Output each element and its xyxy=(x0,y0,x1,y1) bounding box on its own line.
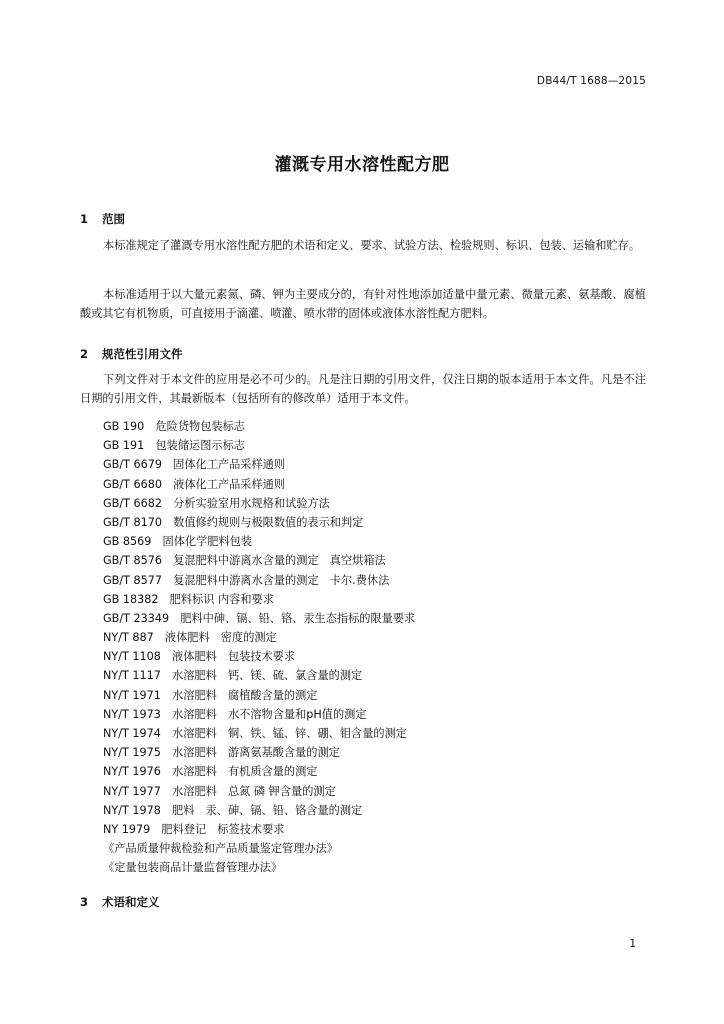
reference-item: NY/T 1117 水溶肥料 钙、镁、硫、氯含量的测定 xyxy=(103,669,363,683)
section-1-number: 1 xyxy=(80,212,89,226)
reference-item: 《产品质量仲裁检验和产品质量鉴定管理办法》 xyxy=(103,842,338,856)
reference-item: NY/T 887 液体肥料 密度的测定 xyxy=(103,631,277,645)
section-2-paragraph-1: 下列文件对于本文件的应用是必不可少的。凡是注日期的引用文件，仅注日期的版本适用于本文件。凡是不注日期的引用文件，其最新版本（包括所有的修改单）适用于本文件。 xyxy=(80,373,646,405)
reference-item: GB/T 6679 固体化工产品采样通则 xyxy=(103,458,286,472)
reference-item: NY/T 1974 水溶肥料 铜、铁、锰、锌、硼、钼含量的测定 xyxy=(103,727,407,740)
reference-item: GB/T 23349 肥料中砷、镉、铅、铬、汞生态指标的限量要求 xyxy=(103,611,416,625)
reference-item: NY 1979 肥料登记 标签技术要求 xyxy=(103,822,285,836)
reference-item: GB/T 6680 液体化工产品采样通则 xyxy=(103,477,286,491)
reference-item: NY/T 1975 水溶肥料 游离氨基酸含量的测定 xyxy=(103,746,340,760)
reference-item: NY/T 1971 水溶肥料 腐植酸含量的测定 xyxy=(103,688,318,702)
reference-item: GB/T 6682 分析实验室用水规格和试验方法 xyxy=(103,496,330,510)
reference-item: NY/T 1977 水溶肥料 总氮 磷 钾含量的测定 xyxy=(103,784,336,798)
normative-reference-list xyxy=(103,417,415,878)
standard-code: DB44/T 1688—2015 xyxy=(536,75,646,87)
reference-item: GB 191 包装储运图示标志 xyxy=(103,439,245,453)
reference-item: GB/T 8577 复混肥料中游离水含量的测定 卡尔.费休法 xyxy=(103,573,390,587)
reference-item: NY/T 1976 水溶肥料 有机质含量的测定 xyxy=(103,765,318,779)
section-2-title: 规范性引用文件 xyxy=(102,347,183,361)
reference-item: NY/T 1973 水溶肥料 水不溶物含量和pH值的测定 xyxy=(103,707,367,721)
reference-item: GB 18382 肥料标识 内容和要求 xyxy=(103,592,274,606)
section-3-heading xyxy=(80,894,160,910)
section-2-number: 2 xyxy=(80,347,89,361)
section-2-heading xyxy=(80,346,183,362)
document-title: 灌溉专用水溶性配方肥 xyxy=(274,155,450,175)
reference-item: GB 190 危险货物包装标志 xyxy=(103,420,245,433)
reference-item: GB 8569 固体化学肥料包装 xyxy=(103,535,253,549)
section-3-number: 3 xyxy=(80,895,89,909)
section-1-title: 范围 xyxy=(102,212,125,226)
reference-item: NY/T 1108 液体肥料 包装技术要求 xyxy=(103,650,296,664)
page-number: 1 xyxy=(629,938,636,950)
reference-item: NY/T 1978 肥料 汞、砷、镉、铅、铬含量的测定 xyxy=(103,803,363,817)
section-1-heading xyxy=(80,211,125,227)
reference-item: GB/T 8170 数值修约规则与极限数值的表示和判定 xyxy=(103,515,364,529)
reference-item: GB/T 8576 复混肥料中游离水含量的测定 真空烘箱法 xyxy=(103,554,386,568)
section-1-paragraph-1: 本标准规定了灌溉专用水溶性配方肥的术语和定义、要求、试验方法、检验规则、标识、包装、运输和贮存。 xyxy=(103,239,641,252)
reference-item: 《定量包装商品计量监督管理办法》 xyxy=(103,861,283,875)
section-3-title: 术语和定义 xyxy=(102,895,160,909)
section-1-paragraph-2: 本标准适用于以大量元素氮、磷、钾为主要成分的，有针对性地添加适量中量元素、微量元素、氨基酸、腐植酸或其它有机物质，可直接用于滴灌、喷灌、喷水带的固体或液体水溶性配方肥料。 xyxy=(80,288,646,320)
